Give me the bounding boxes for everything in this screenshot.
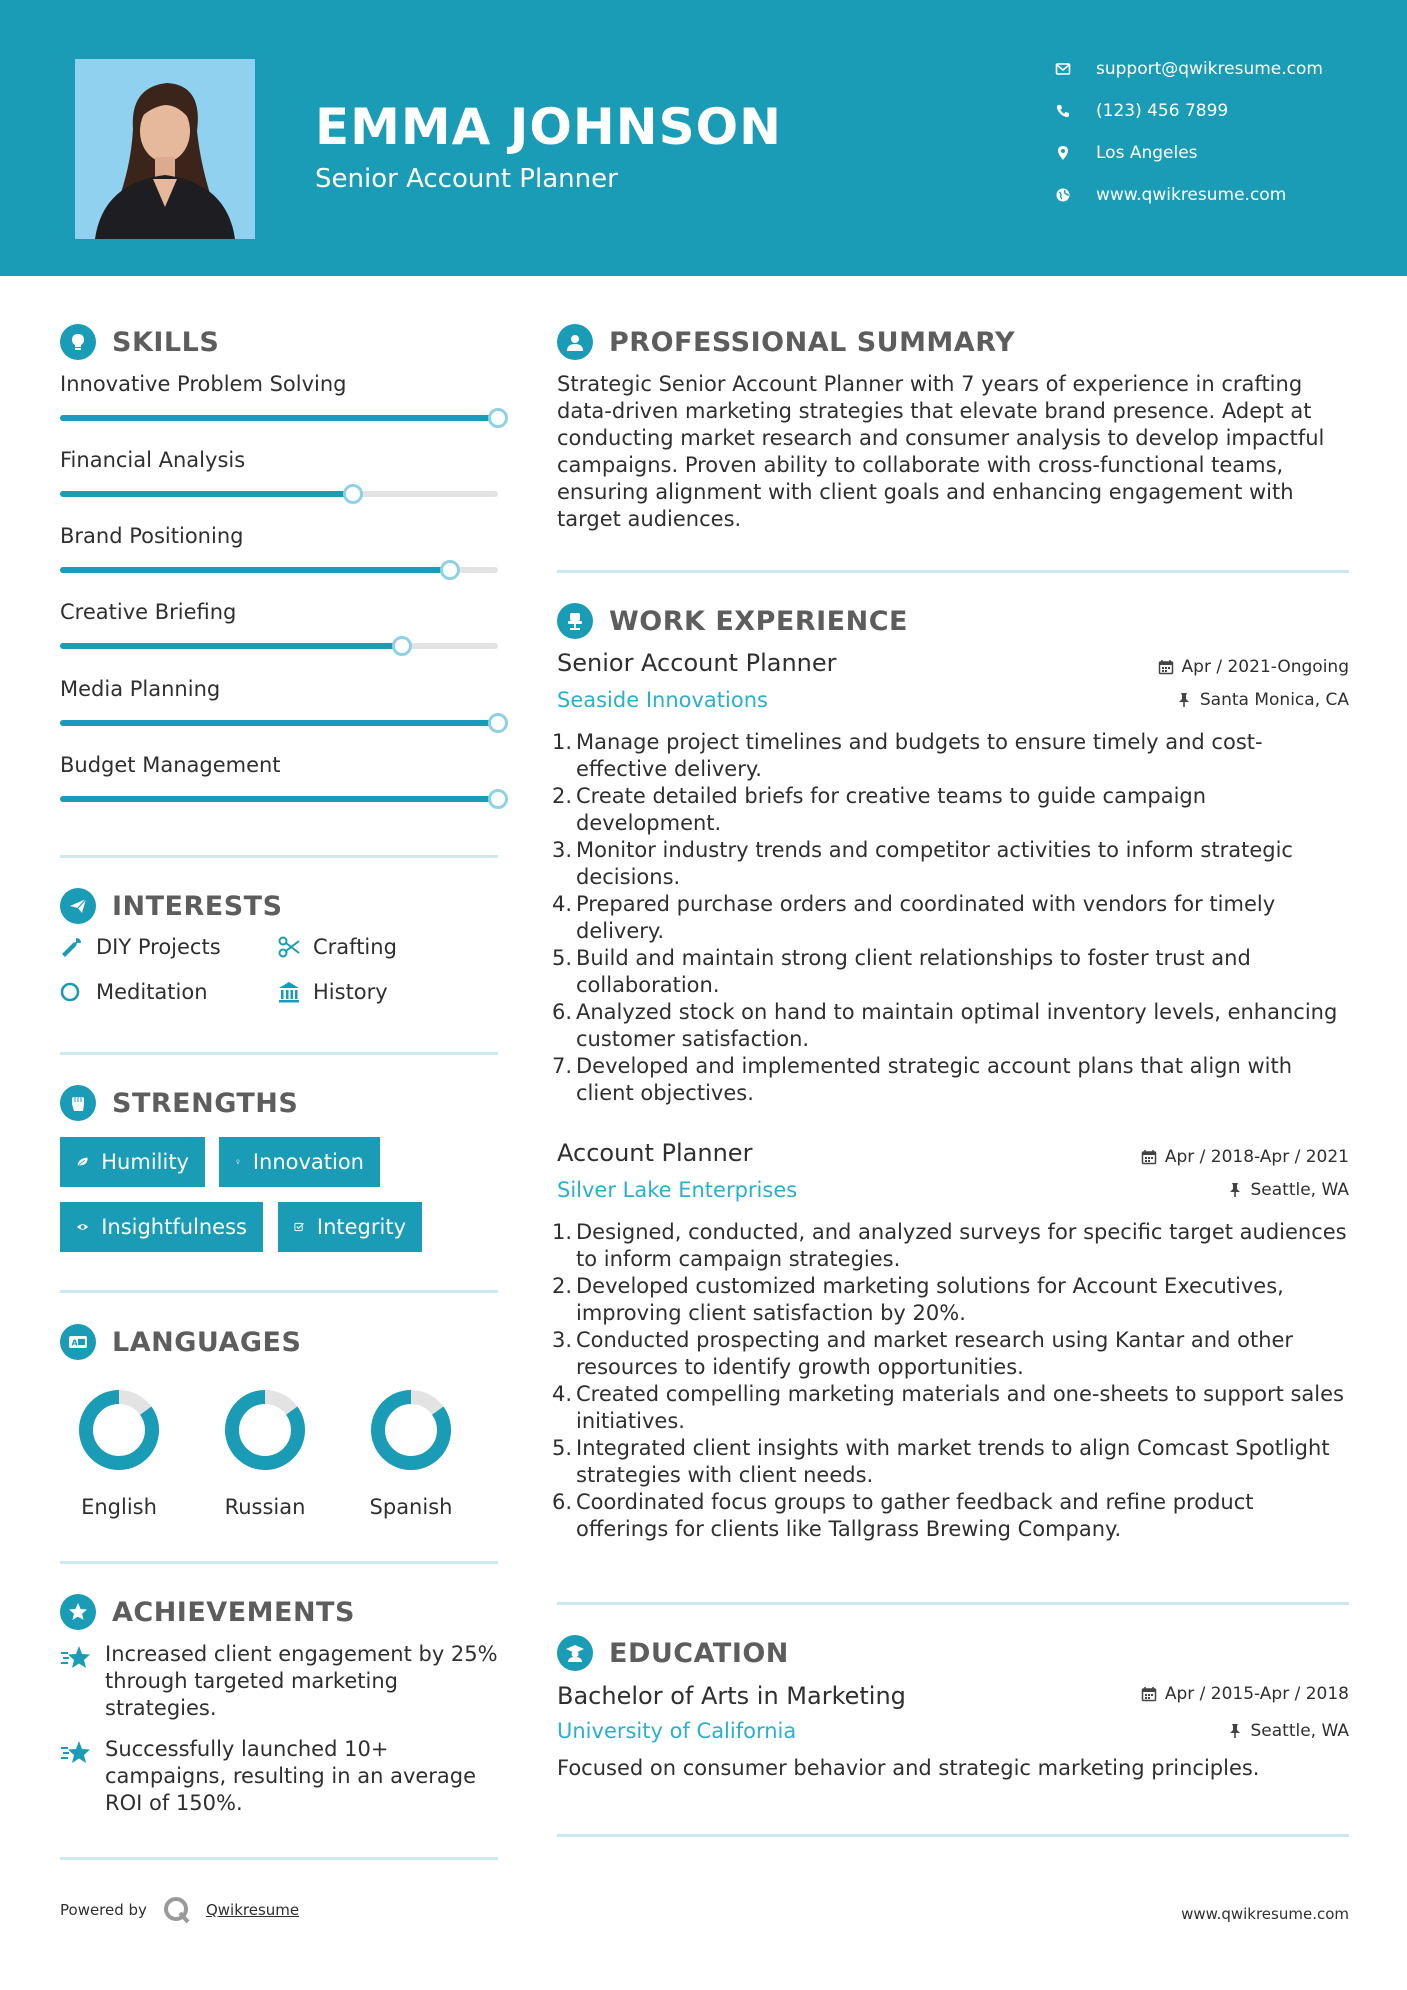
achievements-title: ACHIEVEMENTS: [112, 1596, 355, 1628]
contact-email-text: support@qwikresume.com: [1096, 59, 1323, 79]
job-dates: [1158, 657, 1349, 677]
summary-title: PROFESSIONAL SUMMARY: [609, 326, 1016, 358]
job-bullet-text: Prepared purchase orders and coordinated with vendors for timely delivery.: [576, 892, 1276, 943]
languages-heading: [60, 1322, 301, 1362]
calendar-icon: [1141, 1149, 1157, 1165]
job-bullet: 2. Create detailed briefs for creative teams to guide campaign development.: [552, 784, 1207, 835]
skill-fill: [60, 643, 402, 649]
strengths-heading: [60, 1083, 298, 1123]
job-bullet-text: Manage project timelines and budgets to ensure timely and cost-effective delivery.: [576, 730, 1263, 781]
job-title: Account Planner: [557, 1139, 753, 1167]
scissors-icon: [277, 935, 301, 959]
calendar-icon: [1141, 1686, 1157, 1702]
section-divider: [60, 1561, 498, 1564]
skill-item: [60, 753, 498, 813]
strength-tag: [278, 1202, 422, 1252]
star-badge-icon: [60, 1594, 96, 1630]
skill-label: Brand Positioning: [60, 524, 244, 548]
summary-heading: [557, 322, 1015, 362]
wrench-icon: [60, 935, 84, 959]
interest-item: [60, 980, 208, 1004]
skill-knob: [488, 713, 508, 733]
job-bullet-text: Analyzed stock on hand to maintain optimal inventory levels, enhancing customer satisfaction.: [576, 1000, 1338, 1051]
language-ring: [220, 1385, 310, 1475]
language-label: English: [81, 1495, 157, 1519]
skill-label: Financial Analysis: [60, 448, 246, 472]
achievements-heading: [60, 1592, 355, 1632]
job-bullet-text: Integrated client insights with market trends to align Comcast Spotlight strategies with client needs.: [576, 1436, 1330, 1487]
circle-icon: [60, 980, 84, 1004]
section-divider: [557, 1602, 1349, 1605]
summary-text: Strategic Senior Account Planner with 7 years of experience in crafting data-driven marketing strategies that elevate brand presence. Adept at conducting market research and consumer analysis to develop impactful campaigns. Proven ability to collaborate with cross-functional teams, ensuring alignment with client goals and enhancing engagement with target audiences.: [557, 372, 1325, 531]
footer-powered-by: [60, 1895, 299, 1925]
education-location-text: Seattle, WA: [1250, 1721, 1349, 1741]
qwikresume-logo-icon: [162, 1895, 192, 1925]
job-bullet: 5. Build and maintain strong client relationships to foster trust and collaboration.: [552, 946, 1251, 997]
skill-label: Budget Management: [60, 753, 281, 777]
lightbulb-icon: [60, 324, 96, 360]
education-dates: [1141, 1684, 1349, 1704]
contact-phone-text: (123) 456 7899: [1096, 101, 1229, 121]
language-label: Spanish: [369, 1495, 453, 1519]
languages-title: LANGUAGES: [112, 1326, 302, 1358]
leaf-icon: [76, 1151, 89, 1173]
interest-label: History: [313, 980, 388, 1004]
section-divider: [60, 1052, 498, 1055]
job-bullets: [552, 729, 1352, 1107]
degree-title: Bachelor of Arts in Marketing: [557, 1682, 906, 1710]
job-dates-text: Apr / 2021-Ongoing: [1181, 657, 1349, 677]
contact-email[interactable]: [1054, 56, 1323, 82]
skill-label: Creative Briefing: [60, 600, 237, 624]
star-icon: [60, 1643, 92, 1673]
language-icon: [60, 1324, 96, 1360]
pushpin-icon: [1227, 1723, 1243, 1739]
job-bullet-text: Conducted prospecting and market research using Kantar and other resources to identify growth opportunities.: [576, 1328, 1294, 1379]
job-title: Senior Account Planner: [557, 649, 837, 677]
lightbulb-icon: [235, 1151, 241, 1173]
strength-label: Innovation: [252, 1150, 364, 1174]
candidate-title: Senior Account Planner: [315, 164, 618, 194]
skills-title: SKILLS: [112, 326, 220, 358]
job-dates: [1141, 1147, 1349, 1167]
job-bullet: 6. Coordinated focus groups to gather feedback and refine product offerings for clients like Tallgrass Brewing Company.: [552, 1490, 1254, 1541]
skills-heading: [60, 322, 219, 362]
pushpin-icon: [1227, 1182, 1243, 1198]
museum-icon: [277, 980, 301, 1004]
job-bullet-text: Monitor industry trends and competitor activities to inform strategic decisions.: [576, 838, 1293, 889]
pushpin-icon: [1176, 692, 1192, 708]
company-name: Seaside Innovations: [557, 688, 768, 712]
section-divider: [60, 1290, 498, 1293]
interest-label: Meditation: [96, 980, 208, 1004]
education-location: [1227, 1721, 1350, 1741]
job-bullet-text: Coordinated focus groups to gather feedback and refine product offerings for clients like Tallgrass Brewing Company.: [576, 1490, 1254, 1541]
interest-item: [60, 935, 221, 959]
skill-fill: [60, 491, 353, 497]
strengths-title: STRENGTHS: [112, 1087, 299, 1119]
job-bullet-text: Created compelling marketing materials and one-sheets to support sales initiatives.: [576, 1382, 1344, 1433]
skill-item: [60, 677, 498, 737]
strength-tag: [60, 1202, 263, 1252]
job-bullet-text: Build and maintain strong client relationships to foster trust and collaboration.: [576, 946, 1251, 997]
map-pin-icon: [1054, 144, 1072, 162]
skill-fill: [60, 796, 498, 802]
job-dates-text: Apr / 2018-Apr / 2021: [1164, 1147, 1349, 1167]
svg-text:A: A: [71, 1338, 78, 1348]
strength-label: Humility: [101, 1150, 189, 1174]
skill-knob: [488, 408, 508, 428]
skill-knob: [343, 484, 363, 504]
skill-track: [60, 720, 498, 726]
skill-label: Media Planning: [60, 677, 221, 701]
contact-location: [1054, 140, 1198, 166]
skill-fill: [60, 720, 498, 726]
school-name: University of California: [557, 1719, 797, 1743]
skill-knob: [440, 560, 460, 580]
achievement-item: [60, 1736, 500, 1817]
job-bullet: 1. Designed, conducted, and analyzed surveys for specific target audiences to inform campaign strategies.: [552, 1220, 1347, 1271]
calendar-icon: [1158, 659, 1174, 675]
company-name: Silver Lake Enterprises: [557, 1178, 798, 1202]
section-divider: [60, 855, 498, 858]
job-location: [1227, 1180, 1350, 1200]
fist-icon: [60, 1085, 96, 1121]
experience-heading: [557, 601, 908, 641]
language-item: [64, 1385, 174, 1519]
skill-track: [60, 643, 498, 649]
job-bullet: 3. Monitor industry trends and competitor activities to inform strategic decisions.: [552, 838, 1293, 889]
language-ring: [366, 1385, 456, 1475]
interest-label: DIY Projects: [96, 935, 221, 959]
interest-item: [277, 935, 397, 959]
office-chair-icon: [557, 603, 593, 639]
job-bullet: 2. Developed customized marketing solutions for Account Executives, improving client satisfaction by 20%.: [552, 1274, 1284, 1325]
globe-icon: [1054, 186, 1072, 204]
star-icon: [60, 1738, 92, 1768]
phone-icon: [1054, 102, 1072, 120]
candidate-name: EMMA JOHNSON: [315, 98, 782, 156]
section-divider: [557, 570, 1349, 573]
job-bullet: 4. Prepared purchase orders and coordinated with vendors for timely delivery.: [552, 892, 1276, 943]
skill-item: [60, 448, 498, 508]
skill-item: [60, 372, 498, 432]
profile-photo: [75, 59, 255, 239]
skill-track: [60, 796, 498, 802]
checkbox-icon: [294, 1216, 305, 1238]
section-divider: [557, 1834, 1349, 1837]
eye-icon: [76, 1216, 89, 1238]
education-title: EDUCATION: [609, 1637, 789, 1669]
language-item: [356, 1385, 466, 1519]
strength-label: Insightfulness: [101, 1215, 247, 1239]
interest-item: [277, 980, 388, 1004]
interests-title: INTERESTS: [112, 890, 283, 922]
graduate-icon: [557, 1635, 593, 1671]
job-bullet: 3. Conducted prospecting and market research using Kantar and other resources to identify growth opportunities.: [552, 1328, 1294, 1379]
language-label: Russian: [224, 1495, 306, 1519]
strength-tag: [60, 1137, 205, 1187]
job-bullet-text: Developed and implemented strategic account plans that align with client objectives.: [576, 1054, 1293, 1105]
job-bullet: 7. Developed and implemented strategic account plans that align with client objectives.: [552, 1054, 1293, 1105]
achievement-text: Successfully launched 10+ campaigns, resulting in an average ROI of 150%.: [105, 1737, 477, 1815]
envelope-icon: [1054, 60, 1072, 78]
interests-heading: [60, 886, 283, 926]
language-ring: [74, 1385, 164, 1475]
job-location-text: Seattle, WA: [1250, 1180, 1349, 1200]
header-banner: [0, 0, 1407, 276]
skill-knob: [488, 789, 508, 809]
interest-label: Crafting: [313, 935, 397, 959]
skill-track: [60, 415, 498, 421]
paper-plane-icon: [60, 888, 96, 924]
job-bullet: 6. Analyzed stock on hand to maintain optimal inventory levels, enhancing customer satisfaction.: [552, 1000, 1338, 1051]
skill-track: [60, 491, 498, 497]
achievement-text: Increased client engagement by 25% through targeted marketing strategies.: [105, 1642, 498, 1720]
contact-website[interactable]: [1054, 182, 1286, 208]
job-bullet-text: Developed customized marketing solutions for Account Executives, improving client satisfaction by 20%.: [576, 1274, 1284, 1325]
strength-label: Integrity: [316, 1215, 406, 1239]
powered-by-text: Powered by: [60, 1901, 147, 1919]
contact-phone[interactable]: [1054, 98, 1228, 124]
job-location: [1176, 690, 1349, 710]
section-divider: [60, 1857, 498, 1860]
job-bullet-text: Designed, conducted, and analyzed surveys for specific target audiences to inform campaign strategies.: [576, 1220, 1347, 1271]
skill-knob: [392, 636, 412, 656]
skill-item: [60, 524, 498, 584]
footer-website[interactable]: www.qwikresume.com: [1181, 1905, 1349, 1923]
job-bullet: 1. Manage project timelines and budgets to ensure timely and cost-effective delivery.: [552, 730, 1263, 781]
education-description: Focused on consumer behavior and strategic marketing principles.: [557, 1756, 1260, 1780]
education-dates-text: Apr / 2015-Apr / 2018: [1164, 1684, 1349, 1704]
education-heading: [557, 1633, 789, 1673]
achievement-item: [60, 1641, 500, 1722]
experience-title: WORK EXPERIENCE: [609, 605, 908, 637]
job-bullet: 5. Integrated client insights with market trends to align Comcast Spotlight strategies with client needs.: [552, 1436, 1330, 1487]
skill-track: [60, 567, 498, 573]
qwikresume-link[interactable]: Qwikresume: [205, 1901, 300, 1919]
job-location-text: Santa Monica, CA: [1199, 690, 1349, 710]
contact-website-text: www.qwikresume.com: [1096, 185, 1287, 205]
skill-fill: [60, 567, 450, 573]
job-bullets: [552, 1219, 1352, 1543]
skill-label: Innovative Problem Solving: [60, 372, 347, 396]
skill-fill: [60, 415, 498, 421]
user-icon: [557, 324, 593, 360]
job-bullet-text: Create detailed briefs for creative teams to guide campaign development.: [576, 784, 1207, 835]
language-item: [210, 1385, 320, 1519]
skill-item: [60, 600, 498, 660]
job-bullet: 4. Created compelling marketing materials and one-sheets to support sales initiatives.: [552, 1382, 1344, 1433]
strength-tag: [219, 1137, 380, 1187]
contact-location-text: Los Angeles: [1096, 143, 1198, 163]
